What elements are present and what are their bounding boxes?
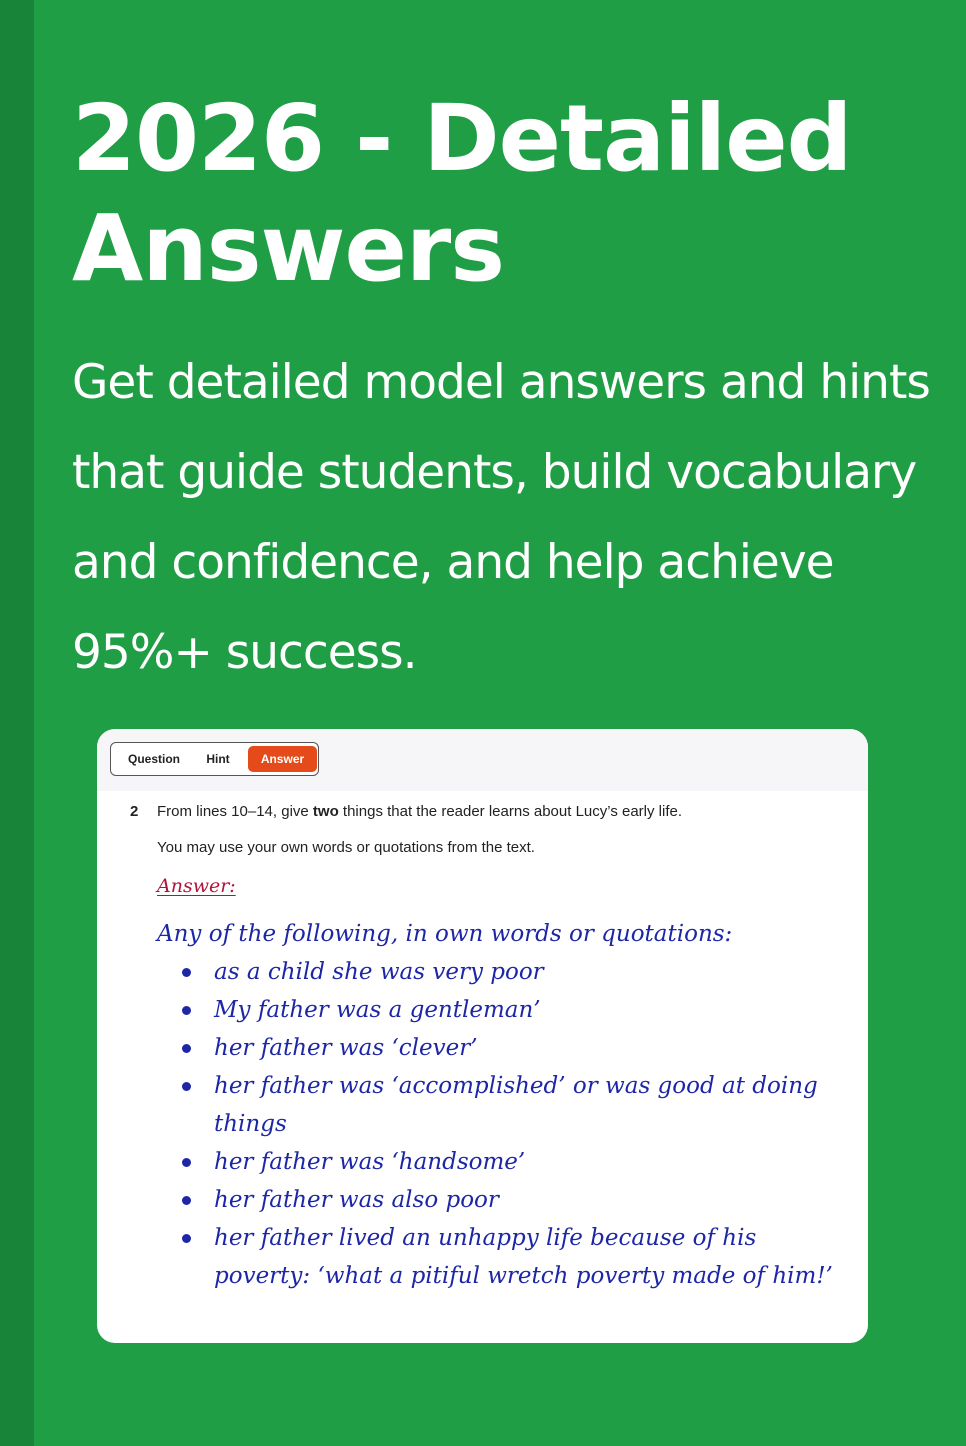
tab-answer[interactable]: Answer (248, 746, 317, 772)
tab-question[interactable]: Question (127, 752, 180, 766)
tab-group (110, 742, 319, 776)
page-subtitle: Get detailed model answers and hints that guide students, build vocabulary and confidence, and help achieve 95%+ success. (72, 355, 930, 680)
card-header (97, 729, 868, 791)
page-title: 2026 - Detailed Answers (72, 85, 852, 302)
answer-item: her father was also poor (177, 1181, 837, 1219)
question-number: 2 (130, 803, 139, 820)
answer-item: as a child she was very poor (177, 953, 837, 991)
answer-label: Answer: (157, 875, 236, 897)
answer-item: My father was a gentleman’ (177, 991, 837, 1029)
answer-item: her father was ‘clever’ (177, 1029, 837, 1067)
question-text (157, 803, 857, 820)
answer-item: her father was ‘accomplished’ or was good at doing things (177, 1067, 837, 1143)
tab-hint[interactable]: Hint (206, 752, 230, 766)
answer-list (177, 953, 837, 1295)
question-text-bold: two (312, 803, 339, 820)
answer-item: her father was ‘handsome’ (177, 1143, 837, 1181)
question-note: You may use your own words or quotations from the text. (157, 839, 535, 856)
answer-preview-card (97, 729, 868, 1343)
question-text-end: things that the reader learns about Lucy’s early life. (338, 803, 683, 820)
question-text-start: From lines 10–14, give (157, 803, 313, 820)
book-spine (0, 0, 34, 1446)
answer-intro: Any of the following, in own words or quotations: (157, 921, 733, 947)
answer-item: her father lived an unhappy life because of his poverty: ‘what a pitiful wretch poverty made of him!’ (177, 1219, 837, 1295)
